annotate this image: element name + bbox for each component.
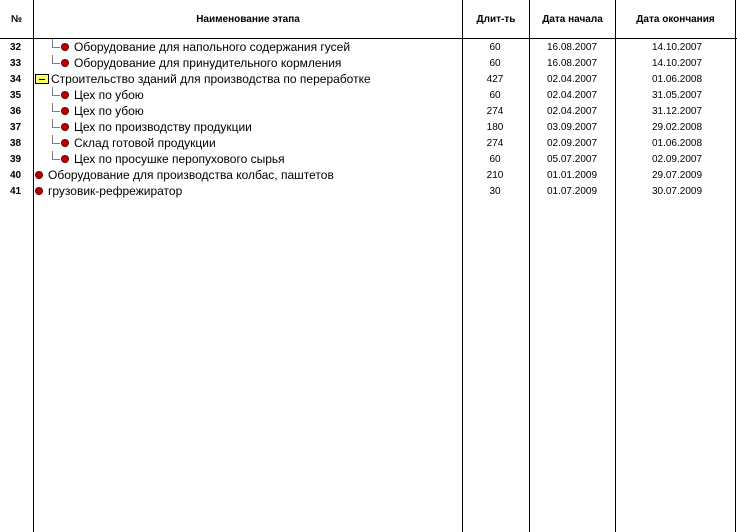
row-start-date: 01.07.2009	[546, 185, 598, 197]
tree-branch-icon	[47, 39, 61, 55]
stage-name-label: Оборудование для производства колбас, паштетов	[48, 168, 334, 182]
row-end-date: 31.12.2007	[651, 105, 703, 117]
stage-name-label: грузовик-рефрежиратор	[48, 184, 183, 198]
row-start-date: 16.08.2007	[546, 41, 598, 53]
task-bullet-icon	[61, 59, 69, 67]
row-start-date: 02.04.2007	[546, 89, 598, 101]
row-end-date: 30.07.2009	[651, 185, 703, 197]
table-row[interactable]	[0, 103, 737, 119]
table-row[interactable]	[0, 183, 737, 199]
row-duration: 274	[486, 137, 504, 149]
row-duration: 60	[489, 153, 501, 165]
row-stage-name[interactable]	[35, 87, 472, 103]
row-stage-name[interactable]	[35, 151, 472, 167]
row-start-date: 01.01.2009	[546, 169, 598, 181]
table-row[interactable]	[0, 71, 737, 87]
tree-branch-icon	[47, 135, 61, 151]
stage-name-label: Цех по просушке перопухового сырья	[74, 152, 285, 166]
row-stage-name[interactable]	[35, 135, 472, 151]
row-stage-name[interactable]	[35, 55, 472, 71]
row-duration: 60	[489, 41, 501, 53]
tree-branch-icon	[47, 151, 61, 167]
row-number: 40	[9, 169, 22, 181]
table-row[interactable]	[0, 39, 737, 55]
row-end-date: 31.05.2007	[651, 89, 703, 101]
task-bullet-icon	[35, 171, 43, 179]
row-duration: 427	[486, 73, 504, 85]
stage-name-label: Цех по производству продукции	[74, 120, 252, 134]
table-row[interactable]	[0, 87, 737, 103]
row-duration: 180	[486, 121, 504, 133]
row-duration: 210	[486, 169, 504, 181]
table-row[interactable]	[0, 119, 737, 135]
header-start-date[interactable]: Дата начала	[542, 13, 603, 25]
header-end-date[interactable]: Дата окончания	[636, 13, 715, 25]
row-number: 33	[9, 57, 22, 69]
table-row[interactable]	[0, 135, 737, 151]
stage-name-label: Строительство зданий для производства по переработке	[51, 72, 371, 86]
task-bullet-icon	[61, 107, 69, 115]
task-bullet-icon	[61, 155, 69, 163]
table-row[interactable]	[0, 55, 737, 71]
table-row[interactable]	[0, 167, 737, 183]
row-stage-name[interactable]	[35, 167, 460, 183]
stage-name-label: Склад готовой продукции	[74, 136, 216, 150]
row-end-date: 14.10.2007	[651, 57, 703, 69]
task-bullet-icon	[61, 91, 69, 99]
row-number: 34	[9, 73, 22, 85]
row-duration: 60	[489, 89, 501, 101]
tree-branch-icon	[47, 119, 61, 135]
row-stage-name[interactable]	[35, 183, 460, 199]
row-start-date: 02.04.2007	[546, 105, 598, 117]
task-bullet-icon	[61, 123, 69, 131]
row-end-date: 29.07.2009	[651, 169, 703, 181]
task-bullet-icon	[35, 187, 43, 195]
task-bullet-icon	[61, 139, 69, 147]
row-number: 39	[9, 153, 22, 165]
row-end-date: 29.02.2008	[651, 121, 703, 133]
row-number: 41	[9, 185, 22, 197]
row-number: 35	[9, 89, 22, 101]
header-num[interactable]: №	[10, 13, 23, 25]
stage-name-label: Оборудование для принудительного кормления	[74, 56, 342, 70]
row-start-date: 05.07.2007	[546, 153, 598, 165]
row-stage-name[interactable]	[35, 103, 472, 119]
tree-branch-icon	[47, 87, 61, 103]
row-stage-name[interactable]	[35, 119, 472, 135]
row-number: 37	[9, 121, 22, 133]
task-bullet-icon	[61, 43, 69, 51]
table-row[interactable]	[0, 151, 737, 167]
row-duration: 30	[489, 185, 501, 197]
row-duration: 274	[486, 105, 504, 117]
row-duration: 60	[489, 57, 501, 69]
row-start-date: 03.09.2007	[546, 121, 598, 133]
folder-collapse-icon[interactable]	[35, 74, 49, 84]
row-stage-name[interactable]	[35, 71, 460, 87]
row-number: 36	[9, 105, 22, 117]
row-number: 32	[9, 41, 22, 53]
row-end-date: 01.06.2008	[651, 137, 703, 149]
tree-branch-icon	[47, 55, 61, 71]
stage-name-label: Оборудование для напольного содержания гусей	[74, 40, 351, 54]
row-number: 38	[9, 137, 22, 149]
row-start-date: 16.08.2007	[546, 57, 598, 69]
row-start-date: 02.09.2007	[546, 137, 598, 149]
row-start-date: 02.04.2007	[546, 73, 598, 85]
stage-name-label: Цех по убою	[74, 88, 144, 102]
row-end-date: 01.06.2008	[651, 73, 703, 85]
header-duration[interactable]: Длит-ть	[476, 13, 516, 25]
header-stage-name[interactable]: Наименование этапа	[196, 13, 300, 25]
row-end-date: 02.09.2007	[651, 153, 703, 165]
row-end-date: 14.10.2007	[651, 41, 703, 53]
stage-name-label: Цех по убою	[74, 104, 144, 118]
tree-branch-icon	[47, 103, 61, 119]
row-stage-name[interactable]	[35, 39, 472, 55]
